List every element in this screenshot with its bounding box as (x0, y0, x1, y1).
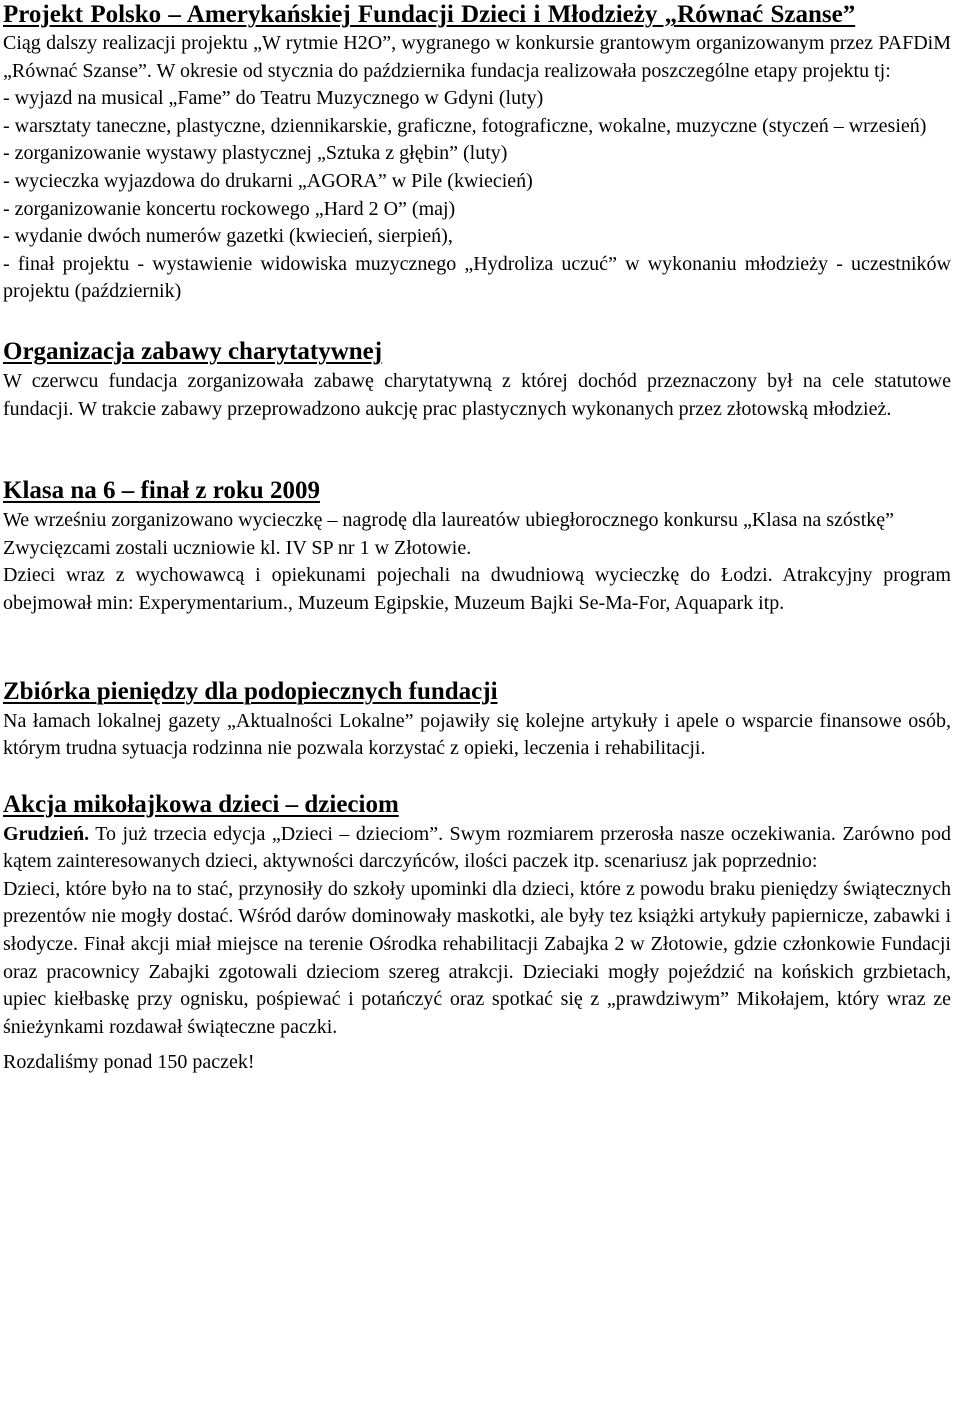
section-intro: Ciąg dalszy realizacji projektu „W rytmie H2O”, wygranego w konkursie grantowym organizowanym przez PAFDiM „Równać Szanse”. W okresie od stycznia do października fundacja realizowała poszczególne etapy projektu tj: (3, 32, 951, 82)
list-item: - wycieczka wyjazdowa do drukarni „AGORA” w Pile (kwiecień) (3, 169, 533, 192)
section-akcja-mikolajkowa (3, 789, 951, 1077)
section-title: Klasa na 6 – finał z roku 2009 (3, 477, 320, 505)
section-text: Rozdaliśmy ponad 150 paczek! (3, 1051, 255, 1074)
list-item: - warsztaty taneczne, plastyczne, dziennikarskie, graficzne, fotograficzne, wokalne, muzyczne (styczeń – wrzesień) (3, 114, 927, 137)
section-text: We wrześniu zorganizowano wycieczkę – nagrodę dla laureatów ubiegłorocznego konkursu „Klasa na szóstkę” (3, 509, 895, 532)
list-item: - wydanie dwóch numerów gazetki (kwiecień, sierpień), (3, 225, 453, 248)
list-item: - finał projektu - wystawienie widowiska muzycznego „Hydroliza uczuć” w wykonaniu młodzieży - uczestników projektu (październik) (3, 252, 951, 303)
section-text: Na łamach lokalnej gazety „Aktualności Lokalne” pojawiły się kolejne artykuły i apele o wsparcie finansowe osób, którym trudna sytuacja rodzinna nie pozwala korzystać z opieki, leczenia i rehabilitacji. (3, 709, 951, 760)
section-title: Organizacja zabawy charytatywnej (3, 337, 383, 365)
list-item: - zorganizowanie koncertu rockowego „Hard 2 O” (maj) (3, 197, 456, 220)
section-text: Dzieci wraz z wychowawcą i opiekunami pojechali na dwudniową wycieczkę do Łodzi. Atrakcyjny program obejmował min: Experymentarium., Muzeum Egipskie, Muzeum Bajki Se-Ma-For, Aquapark itp. (3, 564, 951, 614)
section-text (3, 821, 951, 876)
section-title: Projekt Polsko – Amerykańskiej Fundacji Dzieci i Młodzieży „Równać Szanse” (3, 1, 856, 28)
lead-month: Grudzień. (3, 822, 90, 845)
section-text: W czerwcu fundacja zorganizowała zabawę charytatywną z której dochód przeznaczony był na cele statutowe fundacji. W trakcie zabawy przeprowadzono aukcję prac plastycznych wykonanych przez złotowską młodzież. (3, 369, 951, 420)
section-klasa-na-6 (3, 475, 951, 617)
lead-text: To już trzecia edycja „Dzieci – dzieciom”. Swym rozmiarem przerosła nasze oczekiwania. Zarówno pod kątem zainteresowanych dzieci, aktywności darczyńców, ilości paczek itp. scenariusz jak poprzednio: (3, 822, 951, 873)
section-title: Zbiórka pieniędzy dla podopiecznych fundacji (3, 677, 498, 705)
section-text: Zwycięzcami zostali uczniowie kl. IV SP nr 1 w Złotowie. (3, 536, 472, 559)
section-zbiorka-pieniedzy (3, 676, 951, 763)
section-title: Akcja mikołajkowa dzieci – dzieciom (3, 790, 399, 818)
spacer (3, 1041, 951, 1049)
list-item: - zorganizowanie wystawy plastycznej „Sztuka z głębin” (luty) (3, 142, 508, 165)
list-item: - wyjazd na musical „Fame” do Teatru Muzycznego w Gdyni (luty) (3, 87, 544, 110)
section-text: Dzieci, które było na to stać, przynosiły do szkoły upominki dla dzieci, które z powodu braku pieniędzy świątecznych prezentów nie mogły dostać. Wśród darów dominowały maskotki, ale były tez książki artykuły papiernicze, zabawki i słodycze. Finał akcji miał miejsce na terenie Ośrodka rehabilitacji Zabajka 2 w Złotowie, gdzie członkowie Fundacji oraz pracownicy Zabajki zgotowali dzieciom szereg atrakcji. Dzieciaki mogły pojeździć na końskich grzbietach, upiec kiełbaskę przy ognisku, pośpiewać i potańczyć oraz spotkać się z „prawdziwym” Mikołajem, który wraz ze śnieżynkami rozdawał świąteczne paczki. (3, 877, 951, 1038)
section-polsko-amerykanska (3, 0, 951, 306)
section-zabawa-charytatywna (3, 336, 951, 423)
